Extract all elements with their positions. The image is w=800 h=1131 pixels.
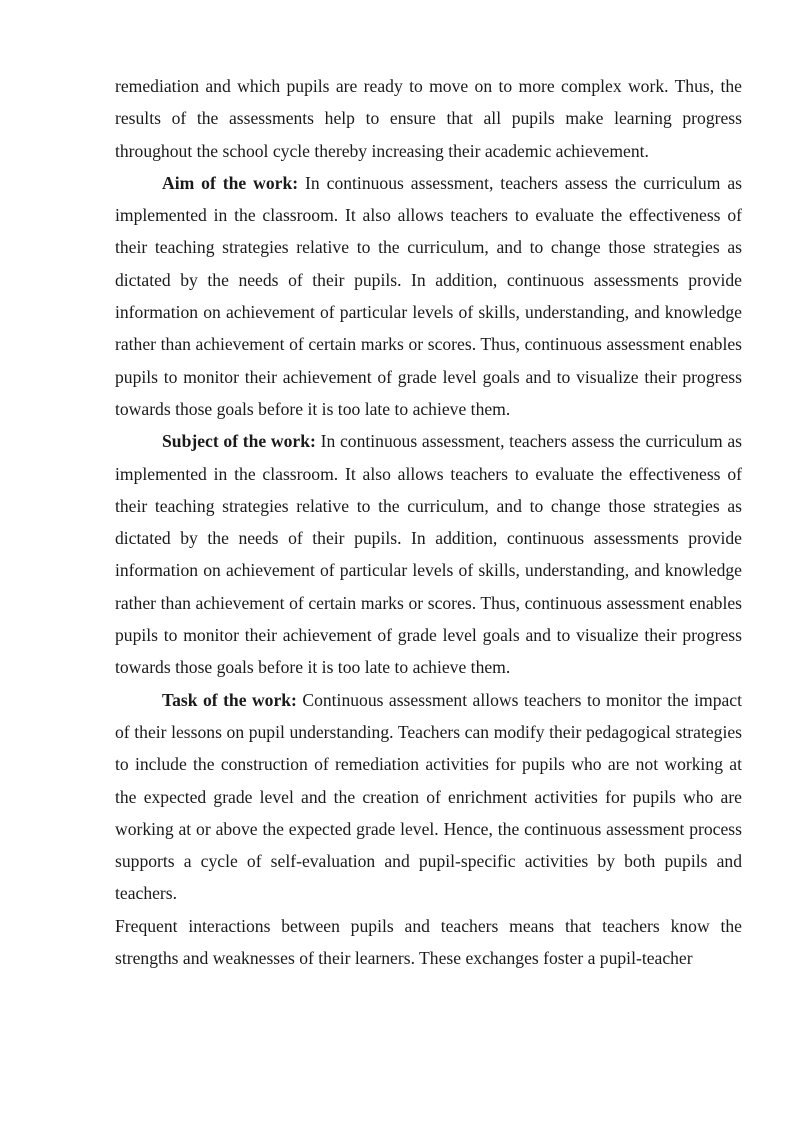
subject-text: In continuous assessment, teachers assess the curriculum as implemented in the classroom. It also allows teachers to evaluate the effectiveness of their teaching strategies relative to the curriculum, and to change those strategies as dictated by the needs of their pupils. In addition, continuous assessments provide information on achievement of particular levels of skills, understanding, and knowledge rather than achievement of certain marks or scores. Thus, continuous assessment enables pupils to monitor their achievement of grade level goals and to visualize their progress towards those goals before it is too late to achieve them. (115, 431, 742, 678)
subject-heading: Subject of the work: (162, 431, 316, 452)
paragraph-intro: remediation and which pupils are ready to move on to more complex work. Thus, the results of the assessments help to ensure that all pupils make learning progress throughout the school cycle thereby increasing their academic achievement. (115, 76, 742, 161)
document-page (115, 70, 742, 974)
task-text: Continuous assessment allows teachers to monitor the impact of their lessons on pupil understanding. Teachers can modify their pedagogical strategies to include the construction of remediation activities for pupils who are not working at the expected grade level and the creation of enrichment activities for pupils who are working at or above the expected grade level. Hence, the continuous assessment process supports a cycle of self-evaluation and pupil-specific activities by both pupils and teachers. (115, 689, 742, 904)
paragraph-aim (115, 167, 742, 425)
paragraph-closing: Frequent interactions between pupils and teachers means that teachers know the strengths and weaknesses of their learners. These exchanges foster a pupil-teacher (115, 915, 742, 969)
aim-text: In continuous assessment, teachers assess the curriculum as implemented in the classroom. It also allows teachers to evaluate the effectiveness of their teaching strategies relative to the curriculum, and to change those strategies as dictated by the needs of their pupils. In addition, continuous assessments provide information on achievement of particular levels of skills, understanding, and knowledge rather than achievement of certain marks or scores. Thus, continuous assessment enables pupils to monitor their achievement of grade level goals and to visualize their progress towards those goals before it is too late to achieve them. (115, 172, 743, 419)
task-heading: Task of the work: (162, 689, 297, 710)
paragraph-subject (115, 425, 742, 683)
paragraph-task (115, 684, 742, 910)
aim-heading: Aim of the work: (162, 172, 299, 193)
